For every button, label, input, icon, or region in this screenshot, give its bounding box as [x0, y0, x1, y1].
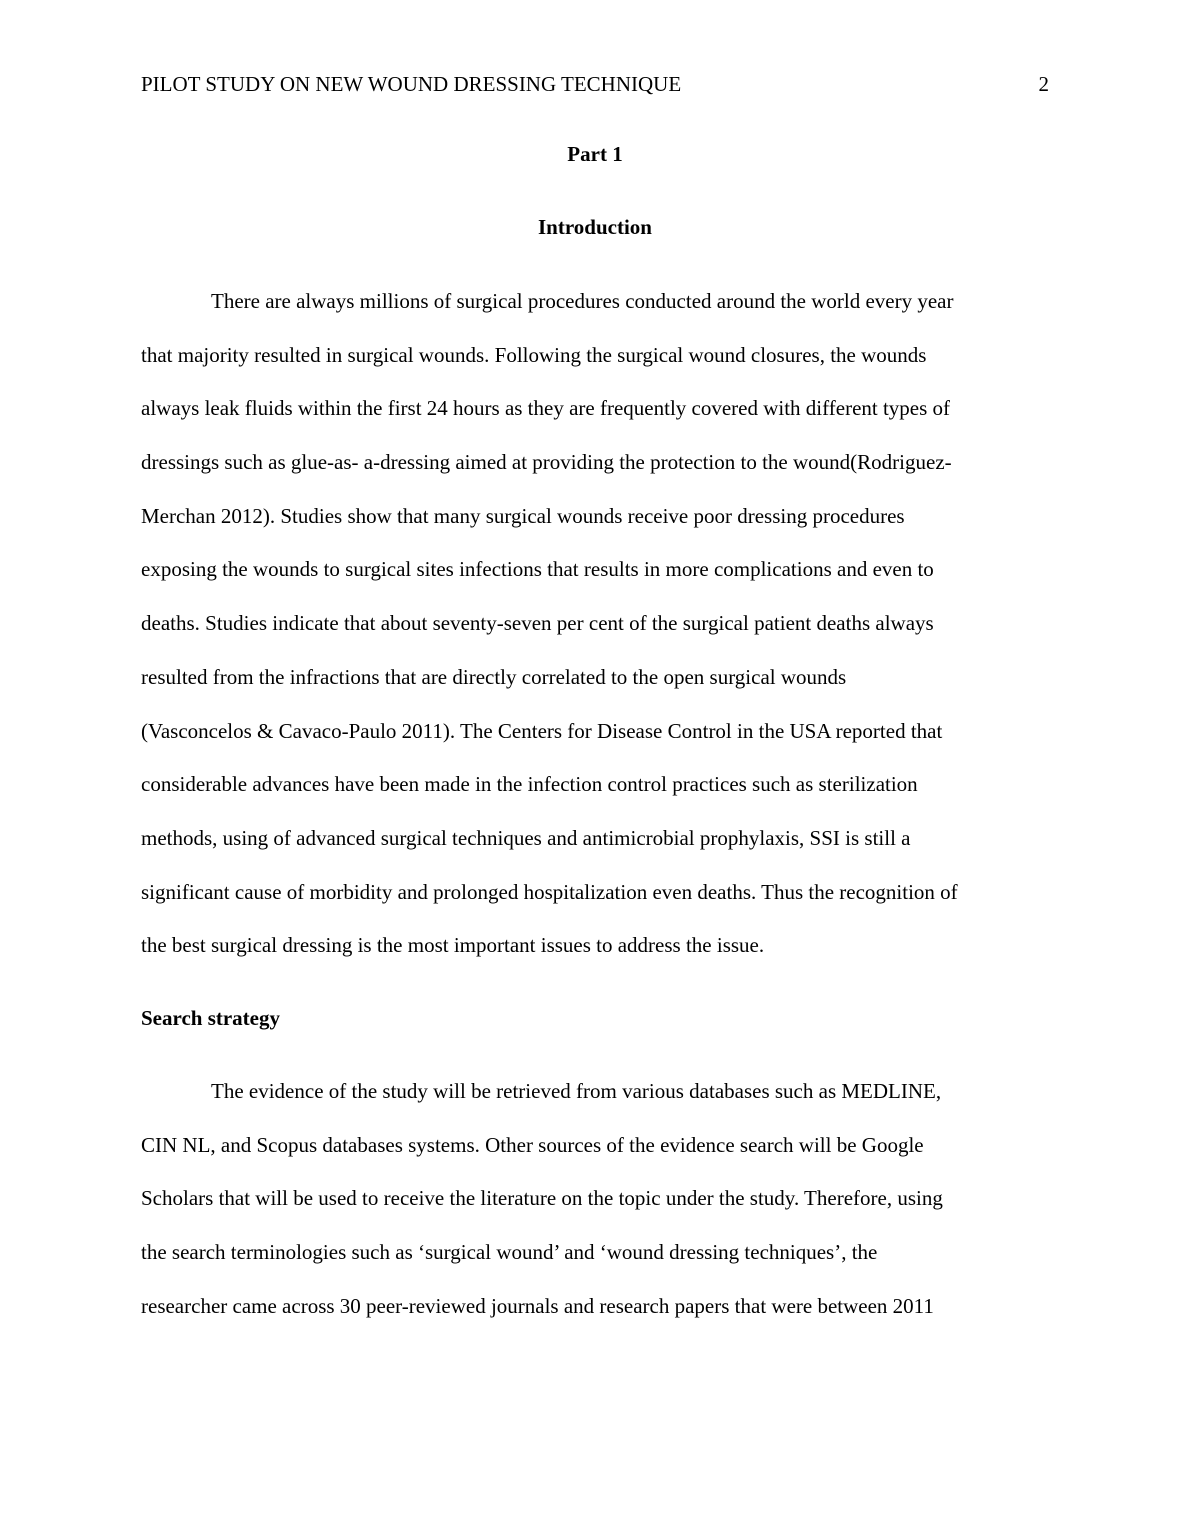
search-strategy-paragraph — [141, 1079, 1061, 1347]
part-heading: Part 1 — [567, 142, 623, 166]
paragraph-line: the best surgical dressing is the most important issues to address the issue. — [141, 933, 765, 958]
paragraph-line: There are always millions of surgical procedures conducted around the world every year — [211, 289, 954, 313]
paragraph-line: resulted from the infractions that are directly correlated to the open surgical wounds — [141, 664, 847, 689]
running-head: PILOT STUDY ON NEW WOUND DRESSING TECHNIQUE — [141, 72, 682, 96]
introduction-paragraph — [141, 289, 1061, 987]
paragraph-line: The evidence of the study will be retrieved from various databases such as MEDLINE, — [211, 1079, 942, 1103]
paragraph-line: Merchan 2012). Studies show that many surgical wounds receive poor dressing procedures — [141, 503, 905, 528]
search-strategy-heading: Search strategy — [141, 1006, 280, 1030]
paragraph-line: that majority resulted in surgical wounds. Following the surgical wound closures, the wounds — [141, 342, 927, 367]
page-number: 2 — [1038, 72, 1049, 96]
paragraph-line: (Vasconcelos & Cavaco-Paulo 2011). The Centers for Disease Control in the USA reported that — [141, 718, 943, 743]
paragraph-line: researcher came across 30 peer-reviewed journals and research papers that were between 2011 — [141, 1293, 934, 1318]
paragraph-line: always leak fluids within the first 24 hours as they are frequently covered with different types of — [141, 396, 951, 421]
paragraph-line: significant cause of morbidity and prolonged hospitalization even deaths. Thus the recognition of — [141, 879, 958, 904]
paragraph-line: methods, using of advanced surgical techniques and antimicrobial prophylaxis, SSI is still a — [141, 825, 911, 850]
paragraph-line: the search terminologies such as ‘surgical wound’ and ‘wound dressing techniques’, the — [141, 1240, 878, 1265]
paragraph-line: deaths. Studies indicate that about seventy-seven per cent of the surgical patient deaths always — [141, 611, 934, 636]
paragraph-line: Scholars that will be used to receive the literature on the topic under the study. Therefore, using — [141, 1186, 943, 1211]
paragraph-line: exposing the wounds to surgical sites infections that results in more complications and even to — [141, 557, 934, 582]
paragraph-line: considerable advances have been made in the infection control practices such as sterilization — [141, 772, 918, 797]
introduction-heading: Introduction — [538, 215, 652, 239]
paragraph-line: CIN NL, and Scopus databases systems. Other sources of the evidence search will be Google — [141, 1132, 924, 1157]
paragraph-line: dressings such as glue-as- a-dressing aimed at providing the protection to the wound(Rodriguez- — [141, 450, 952, 475]
